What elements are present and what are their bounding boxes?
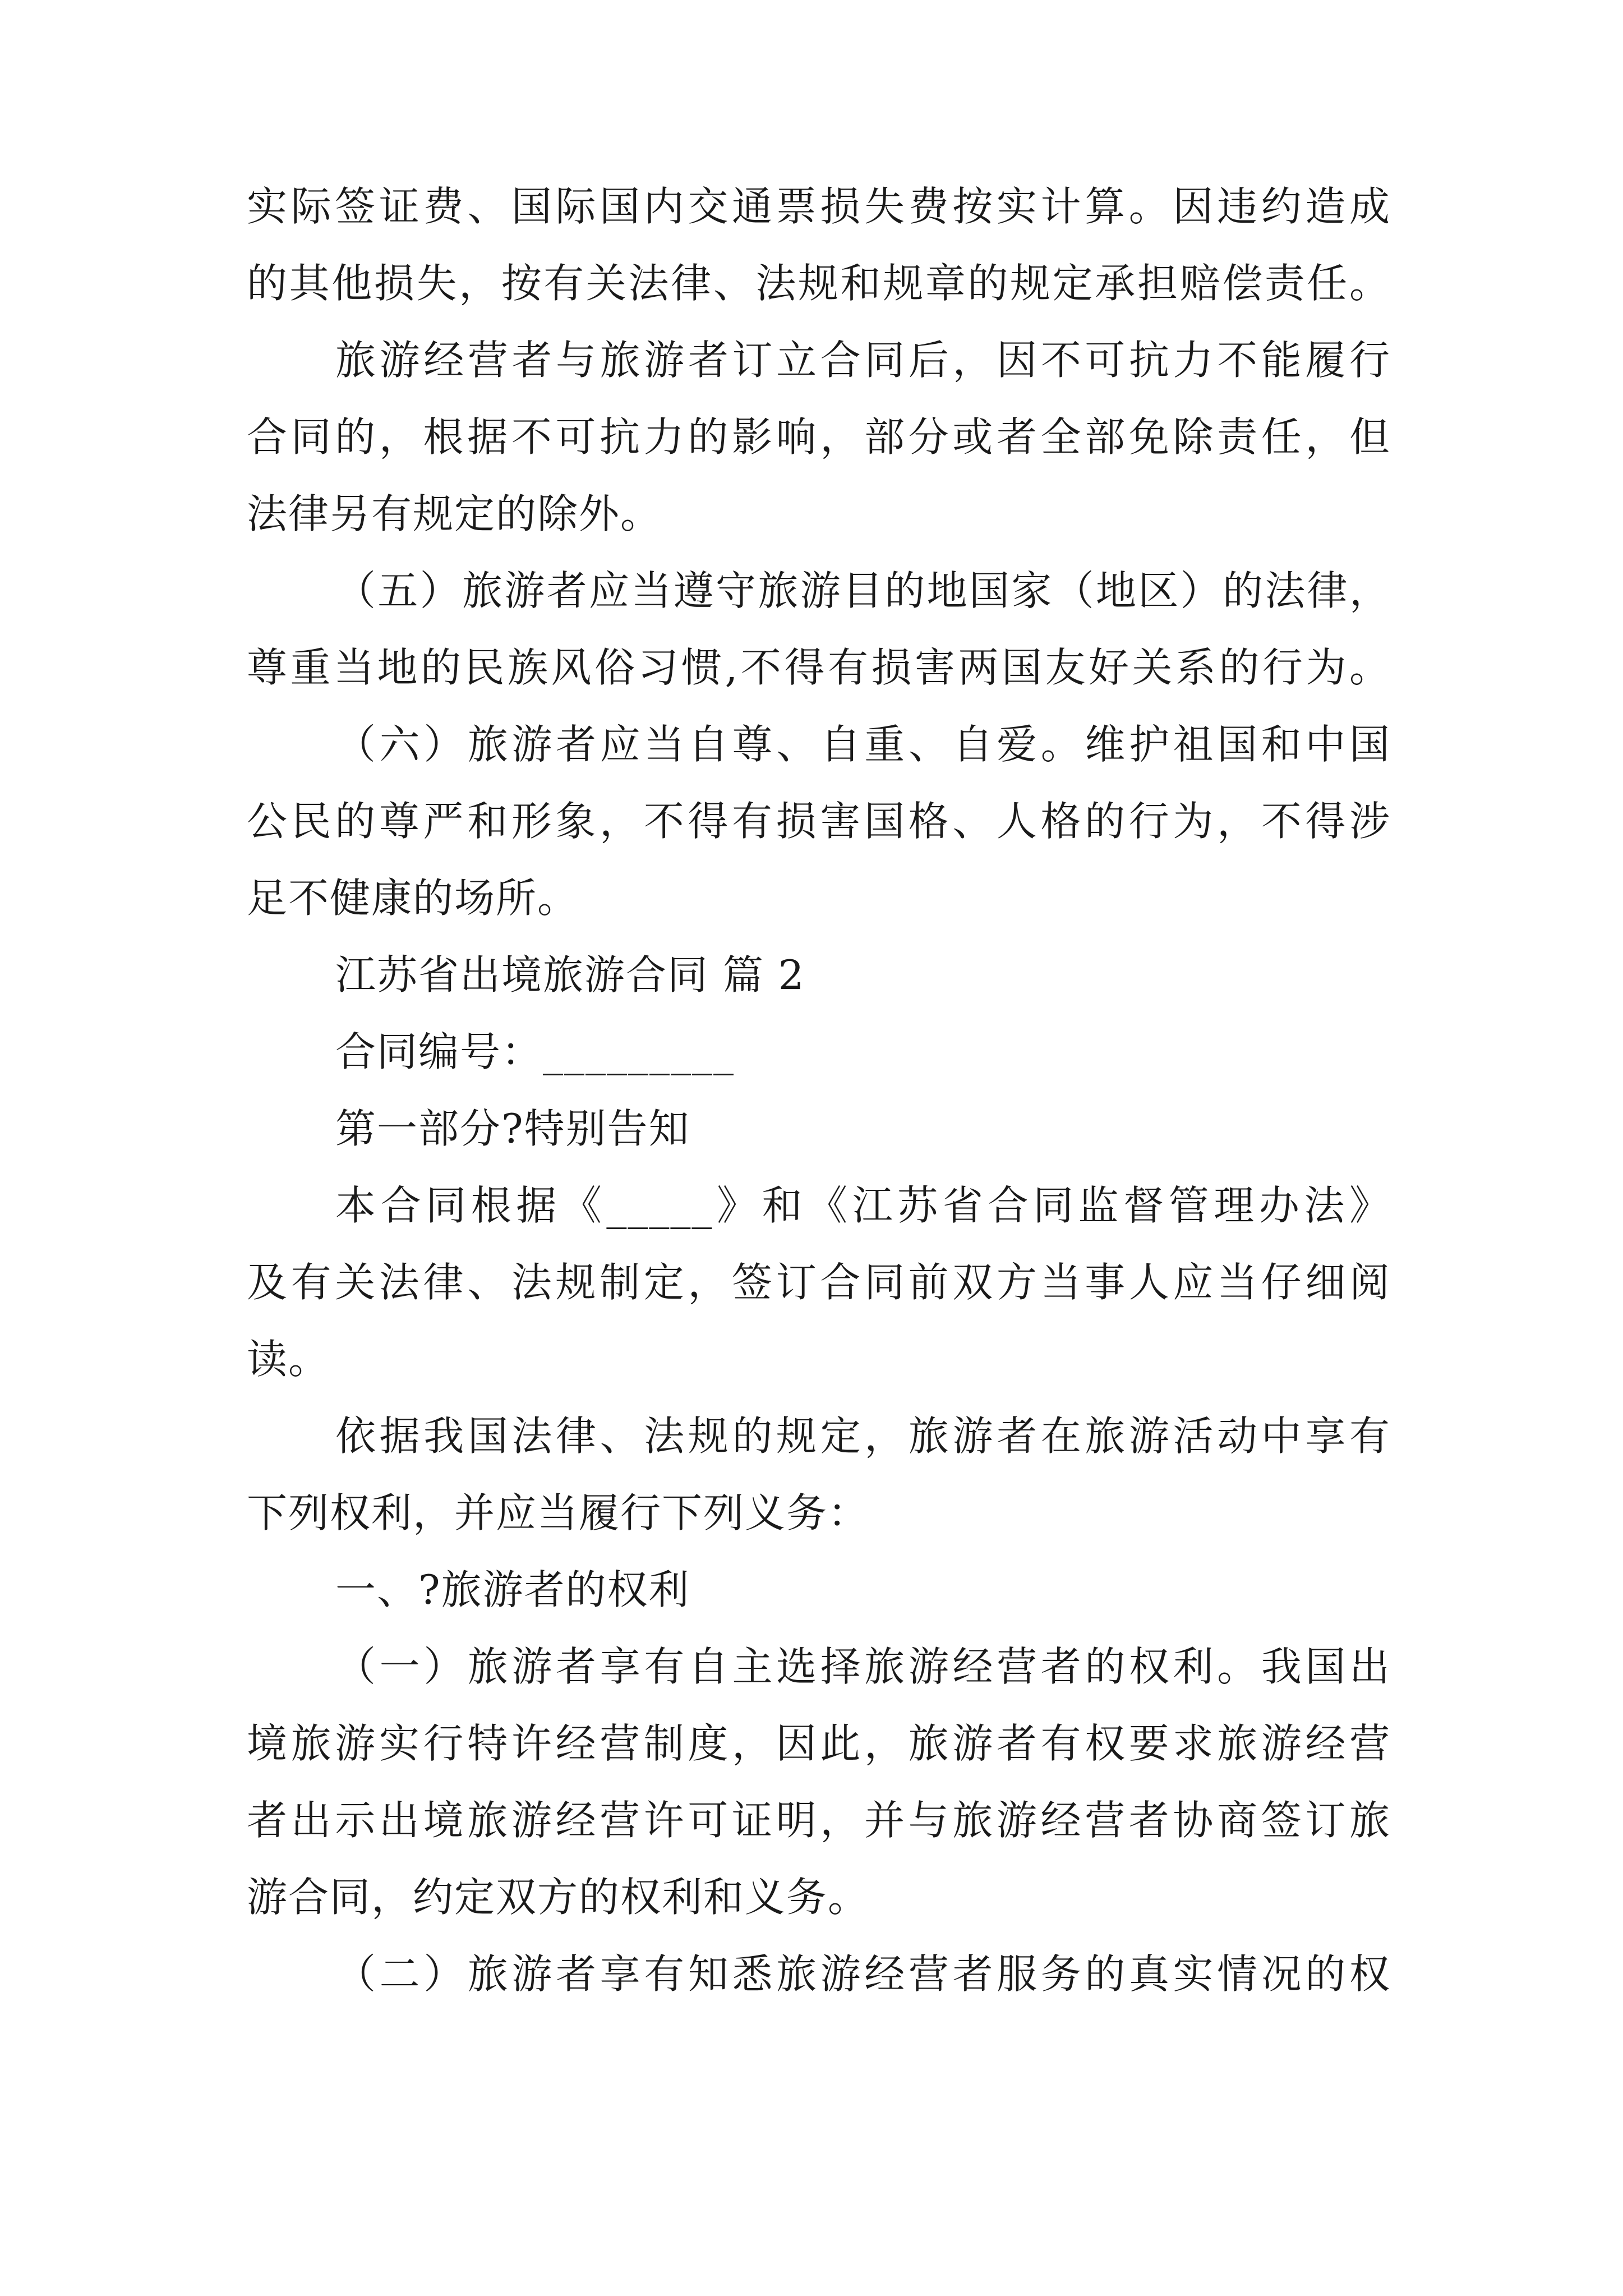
text-line: 公民的尊严和形象，不得有损害国格、人格的行为，不得涉 [247, 798, 1391, 845]
text-line: 及有关法律、法规制定，签订合同前双方当事人应当仔细阅 [247, 1259, 1391, 1306]
document-body [247, 168, 1391, 2013]
paragraph-start-line: 旅游经营者与旅游者订立合同后，因不可抗力不能履行 [335, 337, 1391, 384]
paragraph-start-line: 本合同根据《_____》和《江苏省合同监督管理办法》 [335, 1182, 1391, 1229]
text-line: 尊重当地的民族风俗习惯,不得有损害两国友好关系的行为。 [247, 644, 1391, 691]
paragraph-start-line: 依据我国法律、法规的规定，旅游者在旅游活动中享有 [335, 1412, 1391, 1460]
section-heading: 江苏省出境旅游合同 篇 2 [335, 951, 805, 999]
text-line: 合同的，根据不可抗力的影响，部分或者全部免除责任，但 [247, 413, 1391, 461]
text-line: 者出示出境旅游经营许可证明，并与旅游经营者协商签订旅 [247, 1797, 1391, 1844]
text-line: 境旅游实行特许经营制度，因此，旅游者有权要求旅游经营 [247, 1720, 1391, 1767]
part-heading: 第一部分?特别告知 [335, 1105, 690, 1152]
paragraph-start-line: （五）旅游者应当遵守旅游目的地国家（地区）的法律， [335, 567, 1391, 614]
paragraph-start-line: （一）旅游者享有自主选择旅游经营者的权利。我国出 [335, 1643, 1391, 1690]
text-line: 足不健康的场所。 [247, 875, 579, 922]
text-line: 实际签证费、国际国内交通票损失费按实计算。因违约造成 [247, 183, 1391, 230]
text-line: 读。 [247, 1336, 330, 1383]
paragraph-start-line: （六）旅游者应当自尊、自重、自爱。维护祖国和中国 [335, 721, 1391, 768]
text-line: 下列权利，并应当履行下列义务： [247, 1489, 870, 1536]
text-line: 游合同，约定双方的权利和义务。 [247, 1874, 870, 1921]
text-line: 法律另有规定的除外。 [247, 490, 662, 537]
paragraph-start-line: （二）旅游者享有知悉旅游经营者服务的真实情况的权 [335, 1950, 1391, 1998]
text-line: 的其他损失，按有关法律、法规和规章的规定承担赔偿责任。 [247, 260, 1391, 307]
subsection-heading: 一、?旅游者的权利 [335, 1566, 690, 1613]
contract-number-line: 合同编号：_________ [335, 1028, 735, 1075]
